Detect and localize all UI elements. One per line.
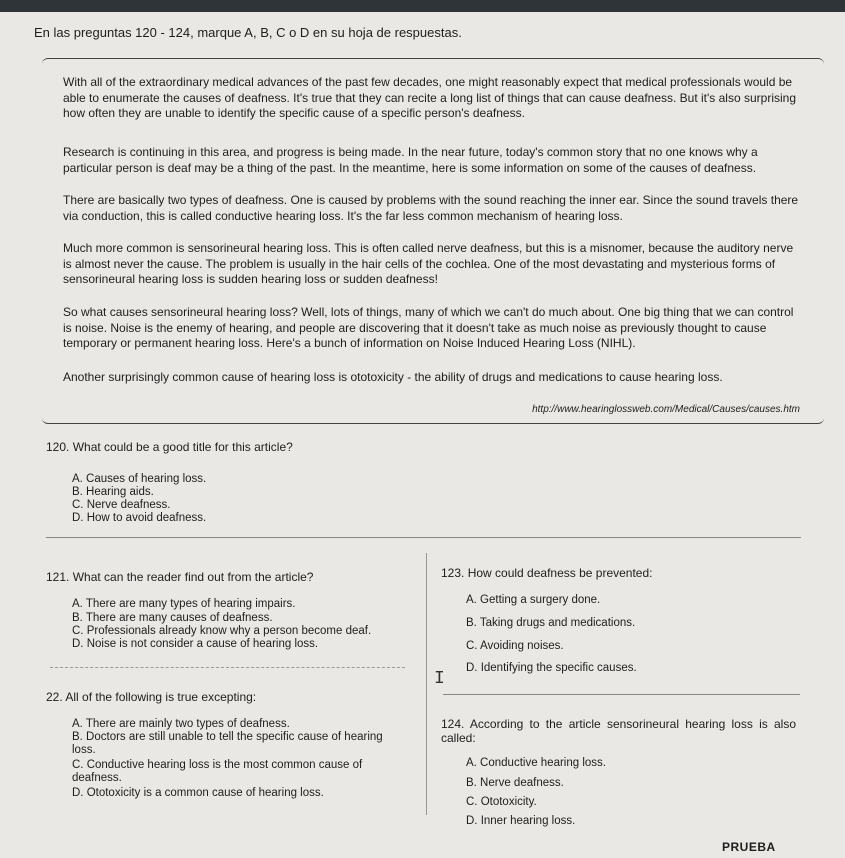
q124-option-a: A. Conductive hearing loss. <box>466 757 606 769</box>
question-122-title: 22. All of the following is true excepting: <box>46 690 257 704</box>
passage-paragraph-1: With all of the extraordinary medical advances of the past few decades, one might reasonably expect that medical professionals would be able to enumerate the causes of deafness. It's true that they can recite a long list of things that can cause deafness. But it's also surprising how often they are unable to identify the specific cause of a specific person's deafness. <box>63 75 797 120</box>
q123-option-a: A. Getting a surgery done. <box>466 594 601 606</box>
source-url: http://www.hearinglossweb.com/Medical/Causes/causes.htm <box>532 404 800 415</box>
top-dark-bar <box>0 0 845 12</box>
q120-option-d: D. How to avoid deafness. <box>72 512 207 524</box>
question-123-title: 123. How could deafness be prevented: <box>441 566 653 580</box>
section-divider <box>46 537 801 538</box>
q122-option-d: D. Ototoxicity is a common cause of hearing loss. <box>72 787 324 799</box>
question-120-title: 120. What could be a good title for this article? <box>46 440 293 454</box>
prueba-label: PRUEBA <box>722 840 776 854</box>
passage-paragraph-2: Research is continuing in this area, and progress is being made. In the near future, today's common story that no one knows why a particular person is deaf may be a thing of the past. In the meantime, here is some information on some of the causes of deafness. <box>63 145 758 175</box>
q123-divider <box>443 694 800 695</box>
passage-paragraph-3: There are basically two types of deafness. One is caused by problems with the sound reaching the inner ear. Since the sound travels there via conduction, this is called conductive hearing loss. It's the far less common mechanism of hearing loss. <box>63 193 799 223</box>
q120-option-b: B. Hearing aids. <box>72 486 154 498</box>
q123-option-b: B. Taking drugs and medications. <box>466 617 636 629</box>
instructions: En las preguntas 120 - 124, marque A, B, C o D en su hoja de respuestas. <box>34 25 462 40</box>
q123-option-d: D. Identifying the specific causes. <box>466 662 637 674</box>
q120-option-c: C. Nerve deafness. <box>72 499 171 511</box>
q121-option-b: B. There are many causes of deafness. <box>72 612 273 624</box>
q124-option-b: B. Nerve deafness. <box>466 777 564 789</box>
q120-option-a: A. Causes of hearing loss. <box>72 473 207 485</box>
q121-dashed-divider <box>50 667 405 668</box>
q122-option-a: A. There are mainly two types of deafness. <box>72 718 290 730</box>
passage-paragraph-6: Another surprisingly common cause of hearing loss is ototoxicity - the ability of drugs and medications to cause hearing loss. <box>63 370 723 384</box>
q122-option-b: B. Doctors are still unable to tell the specific cause of hearing loss. <box>72 731 383 756</box>
question-124-title: 124. According to the article sensorineural hearing loss is also called: <box>441 717 796 745</box>
column-divider <box>426 553 427 815</box>
q121-option-c: C. Professionals already know why a person become deaf. <box>72 625 372 637</box>
q123-option-c: C. Avoiding noises. <box>466 640 564 652</box>
passage-paragraph-5: So what causes sensorineural hearing loss? Well, lots of things, many of which we can't do much about. One big thing that we can control is noise. Noise is the enemy of hearing, and people are discovering that it doesn't take as much noise as previously thought to cause temporary or permanent hearing loss. Here's a bunch of information on Noise Induced Hearing Loss (NIHL). <box>63 305 794 350</box>
question-121-title: 121. What can the reader find out from the article? <box>46 570 314 584</box>
q124-option-c: C. Ototoxicity. <box>466 796 537 808</box>
passage-paragraph-4: Much more common is sensorineural hearing loss. This is often called nerve deafness, but this is a misnomer, because the auditory nerve is almost never the cause. The problem is usually in the hair cells of the cochlea. One of the most devastating and mysterious forms of sensorineural hearing loss is sudden hearing loss or sudden deafness! <box>63 241 794 286</box>
q121-option-d: D. Noise is not consider a cause of hearing loss. <box>72 638 319 650</box>
q122-option-c: C. Conductive hearing loss is the most common cause of deafness. <box>72 759 363 784</box>
text-cursor-icon: I <box>434 669 445 689</box>
q124-option-d: D. Inner hearing loss. <box>466 815 576 827</box>
q121-option-a: A. There are many types of hearing impairs. <box>72 598 296 610</box>
